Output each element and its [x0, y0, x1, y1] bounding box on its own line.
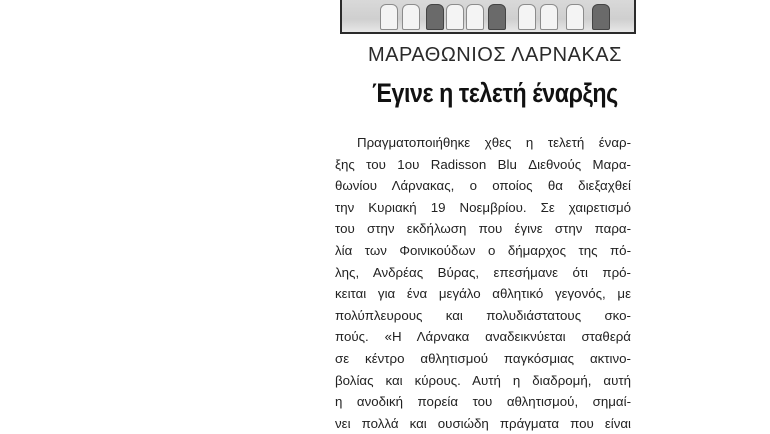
- body-line: βολίας και κύρους. Αυτή η διαδρομή, αυτή: [335, 372, 631, 388]
- photo-figure: [566, 4, 584, 30]
- body-line: λης, Ανδρέας Βύρας, επεσήμανε ότι πρό-: [335, 264, 631, 280]
- body-line: του στην εκδήλωση που έγινε στην παρα-: [335, 221, 631, 237]
- body-line: νει πολλά και ουσιώδη πράγματα που είναι: [335, 415, 631, 431]
- body-line: την Κυριακή 19 Νοεμβρίου. Σε χαιρετισμό: [335, 199, 631, 215]
- body-line: σε κέντρο αθλητισμού παγκόσμιας ακτινο-: [335, 350, 631, 366]
- photo-figure: [402, 4, 420, 30]
- body-line: πούς. «Η Λάρνακα αναδεικνύεται σταθερά: [335, 329, 631, 345]
- body-line: η ανοδική πορεία του αθλητισμού, σημαί-: [335, 394, 631, 410]
- article-photo: [340, 0, 636, 34]
- photo-figure: [446, 4, 464, 30]
- article-headline: Έγινε η τελετή έναρξης: [372, 78, 618, 108]
- body-line: θωνίου Λάρνακας, ο οποίος θα διεξαχθεί: [335, 178, 631, 194]
- body-line: λία των Φοινικούδων ο δήμαρχος της πό-: [335, 242, 631, 258]
- photo-figure: [518, 4, 536, 30]
- body-line: πολύπλευρους και πολυδιάστατους σκο-: [335, 307, 631, 323]
- photo-figure: [426, 4, 444, 30]
- body-line: Πραγματοποιήθηκε χθες η τελετή έναρ-: [357, 135, 631, 150]
- body-line: κειται για ένα μεγάλο αθλητικό γεγονός, με: [335, 286, 631, 302]
- photo-figure: [540, 4, 558, 30]
- photo-figure: [488, 4, 506, 30]
- photo-figure: [466, 4, 484, 30]
- body-line: ξης του 1ου Radisson Blu Διεθνούς Μαρα-: [335, 156, 631, 172]
- article-body: [335, 132, 631, 434]
- photo-figure: [380, 4, 398, 30]
- photo-figure: [592, 4, 610, 30]
- article-kicker: ΜΑΡΑΘΩΝΙΟΣ ΛΑΡΝΑΚΑΣ: [367, 44, 623, 66]
